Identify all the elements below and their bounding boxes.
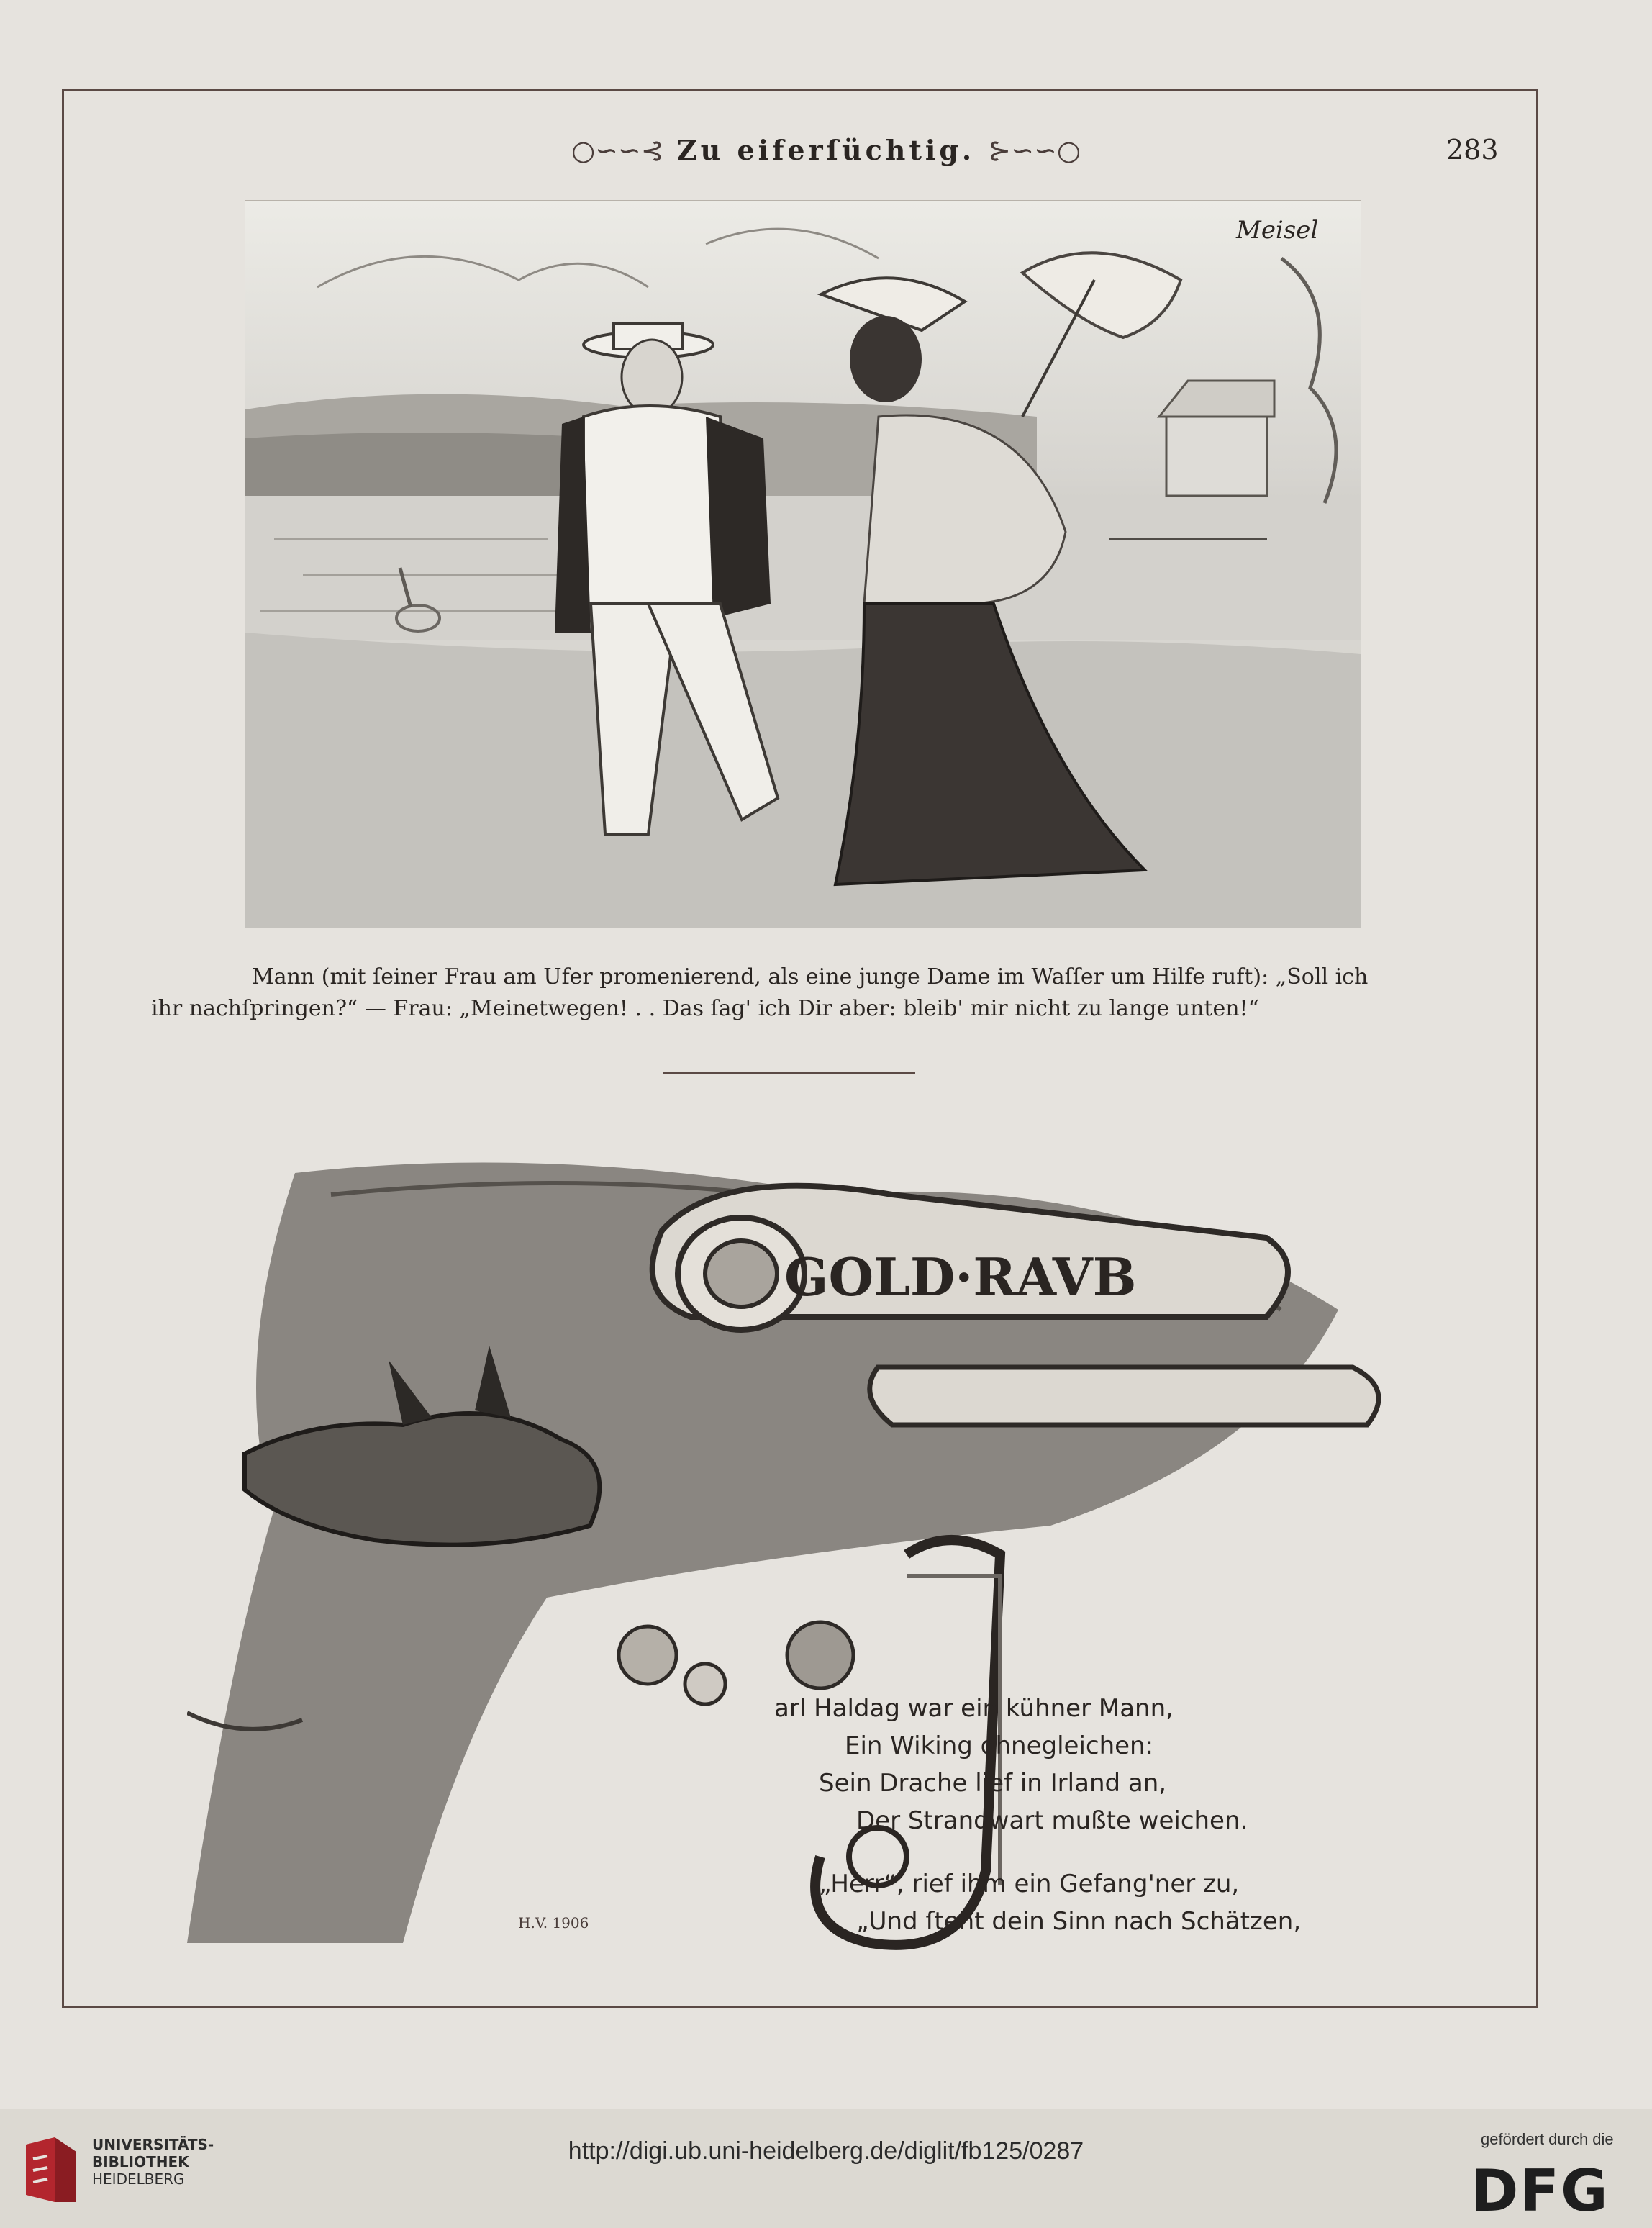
poem-line: „Und ſteht dein Sinn nach Schätzen, (856, 1907, 1302, 1936)
library-name-line-3: HEIDELBERG (92, 2170, 185, 2188)
poem-line: Ein Wiking ohnegleichen: (845, 1731, 1154, 1760)
dfg-logo[interactable]: DFG (1471, 2157, 1610, 2224)
lakeshore-drawing (245, 201, 1361, 928)
poem-stanza-1 (774, 1690, 1393, 1839)
ornamental-title-text: GOLD·RAVB (784, 1246, 1137, 1308)
page-title: Zu eiferſüchtig. (676, 134, 976, 166)
viewer-footer (0, 2109, 1652, 2228)
illustrator-monogram: H.V. 1906 (518, 1914, 589, 1932)
poem-stanza-2 (774, 1865, 1393, 1940)
funding-note: gefördert durch die (1481, 2130, 1614, 2148)
permalink-url[interactable]: http://digi.ub.uni-heidelberg.de/diglit/fb125/0287 (568, 2137, 1084, 2165)
header-ornament-right: ⊱∽∽○ (988, 135, 1081, 166)
running-header (0, 134, 1652, 166)
lakeshore-illustration (245, 200, 1361, 928)
poem-line: Der Strandwart mußte weichen. (856, 1806, 1248, 1835)
library-name-line-1: UNIVERSITÄTS- (92, 2136, 214, 2153)
caption-line-2: ihr nachſpringen?“ — Frau: „Meinetwegen! . . Das ſag' ich Dir aber: bleib' mir nicht zu lange unten!“ (151, 996, 1259, 1021)
cartoon-caption (151, 961, 1446, 1025)
library-name-line-2: BIBLIOTHEK (92, 2153, 189, 2170)
section-divider (663, 1072, 915, 1074)
artist-signature: Meisel (1236, 216, 1319, 245)
caption-line-1: Mann (mit ſeiner Frau am Ufer promenierend, als eine junge Dame im Waſſer um Hilfe ruft): „Soll ich (252, 964, 1369, 990)
poem (774, 1690, 1393, 1966)
header-ornament-left: ○∽∽⊰ (571, 135, 664, 166)
poem-line: Sein Drache lief in Irland an, (819, 1769, 1167, 1798)
poem-line: „Herr“, rief ihm ein Gefang'ner zu, (819, 1870, 1240, 1898)
poem-line: arl Haldag war ein kühner Mann, (774, 1694, 1174, 1723)
page-number: 283 (1446, 134, 1499, 166)
